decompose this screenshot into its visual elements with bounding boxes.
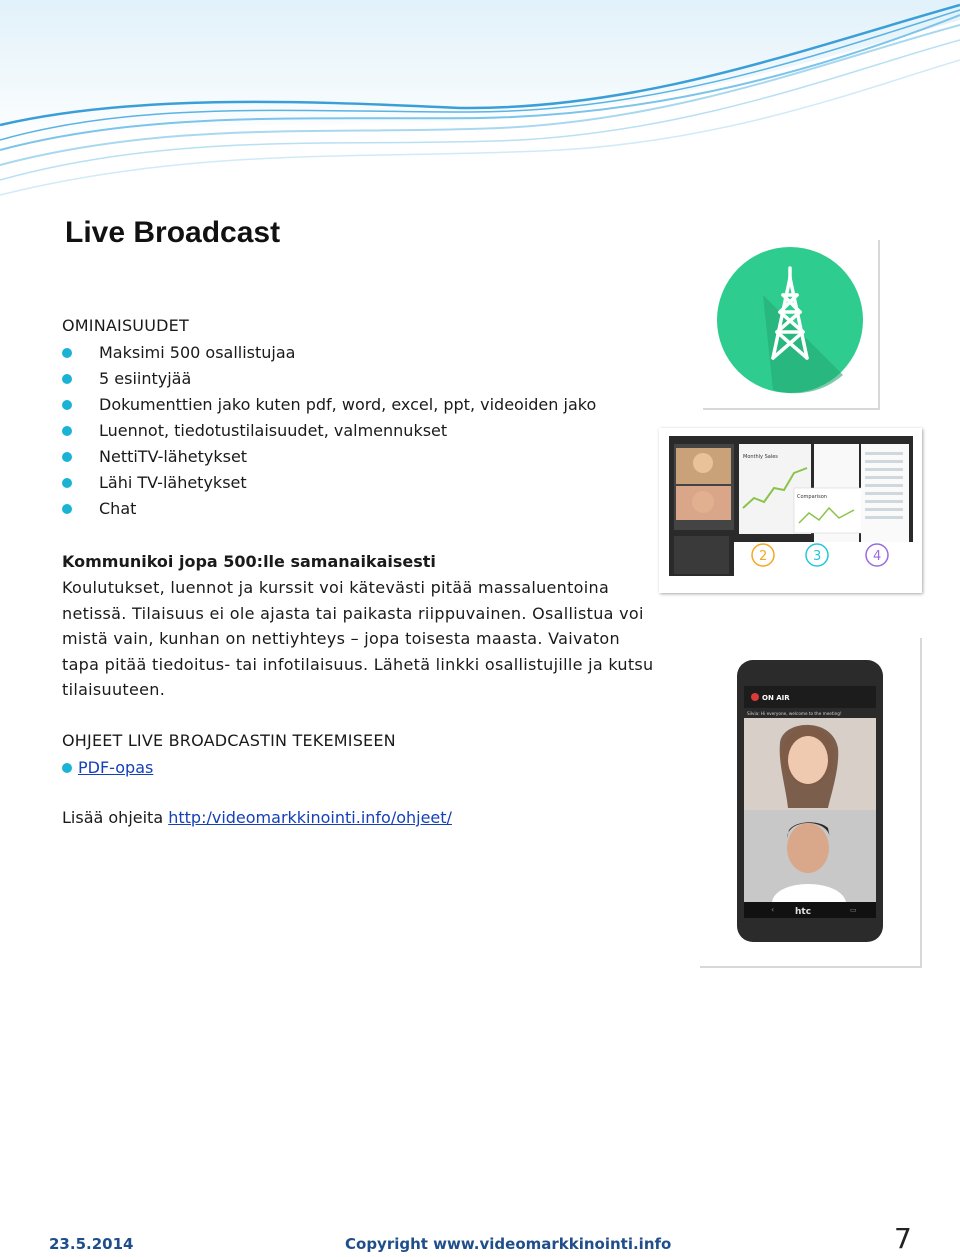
svg-text:▭: ▭ (850, 906, 857, 914)
features-heading: OMINAISUUDET (62, 316, 189, 335)
communication-title: Kommunikoi jopa 500:lle samanaikaisesti (62, 552, 436, 571)
bullet-icon (62, 426, 72, 436)
pdf-guide-link[interactable]: PDF-opas (78, 758, 154, 777)
list-item-label: Lähi TV-lähetykset (99, 473, 247, 492)
header-wave-decoration (0, 0, 960, 200)
list-item-label: NettiTV-lähetykset (99, 447, 248, 466)
webapp-screenshot (659, 428, 922, 593)
bullet-icon (62, 374, 72, 384)
list-item-label: 5 esiintyjää (99, 369, 192, 388)
list-item (62, 444, 596, 470)
phone-app-image (700, 638, 922, 968)
list-item (62, 366, 596, 392)
bullet-icon (62, 504, 72, 514)
comparison-label: Comparison (797, 494, 827, 500)
instructions-url-link[interactable]: http:/videomarkkinointi.info/ohjeet/ (168, 808, 452, 827)
svg-text:‹: ‹ (771, 905, 775, 914)
pdf-guide-item (62, 756, 153, 780)
list-item (62, 496, 596, 522)
list-item-label: Chat (99, 499, 137, 518)
monthly-sales-label: Monthly Sales (743, 454, 778, 460)
step-two-label: 2 (759, 549, 768, 564)
bullet-icon (62, 400, 72, 410)
list-item (62, 340, 596, 366)
phone-illustration (700, 638, 920, 966)
more-instructions (62, 808, 452, 827)
list-item (62, 392, 596, 418)
bullet-icon (62, 478, 72, 488)
step-three-label: 3 (813, 549, 822, 564)
bullet-icon (62, 452, 72, 462)
list-item-label: Luennot, tiedotustilaisuudet, valmennukset (99, 421, 448, 440)
list-item-label: Dokumenttien jako kuten pdf, word, excel, ppt, videoiden jako (99, 395, 597, 414)
list-item (62, 470, 596, 496)
list-item-label: Maksimi 500 osallistujaa (99, 343, 296, 362)
more-instructions-label: Lisää ohjeita (62, 808, 169, 827)
communication-body: Koulutukset, luennot ja kurssit voi kätevästi pitää massaluentoina netissä. Tilaisuus ei ole ajasta tai paikasta riippuvainen. Osallistua voi mistä vain, kunhan on nettiyhteys – jopa toisesta maasta. Vaivaton tapa pitää tiedoitus- tai infotilaisuus. Lähetä linkki osallistujille ja kutsu tilaisuuteen. (62, 578, 654, 699)
list-item (62, 418, 596, 444)
on-air-label: ON AIR (762, 694, 790, 702)
features-list (62, 340, 596, 522)
step-four-label: 4 (873, 549, 882, 564)
page-number: 7 (894, 1222, 912, 1255)
chat-message: Silvia: Hi everyone, welcome to the meeting! (747, 711, 842, 716)
webapp-screenshot-image (659, 428, 922, 593)
footer-copyright: Copyright www.videomarkkinointi.info (345, 1235, 672, 1253)
phone-brand-label: htc (795, 907, 812, 917)
page-title: Live Broadcast (65, 216, 281, 249)
bullet-icon (62, 763, 72, 773)
broadcast-tower-icon (703, 240, 878, 408)
instructions-heading: OHJEET LIVE BROADCASTIN TEKEMISEEN (62, 731, 396, 750)
broadcast-tower-image (703, 240, 880, 410)
bullet-icon (62, 348, 72, 358)
footer-date: 23.5.2014 (49, 1235, 134, 1253)
